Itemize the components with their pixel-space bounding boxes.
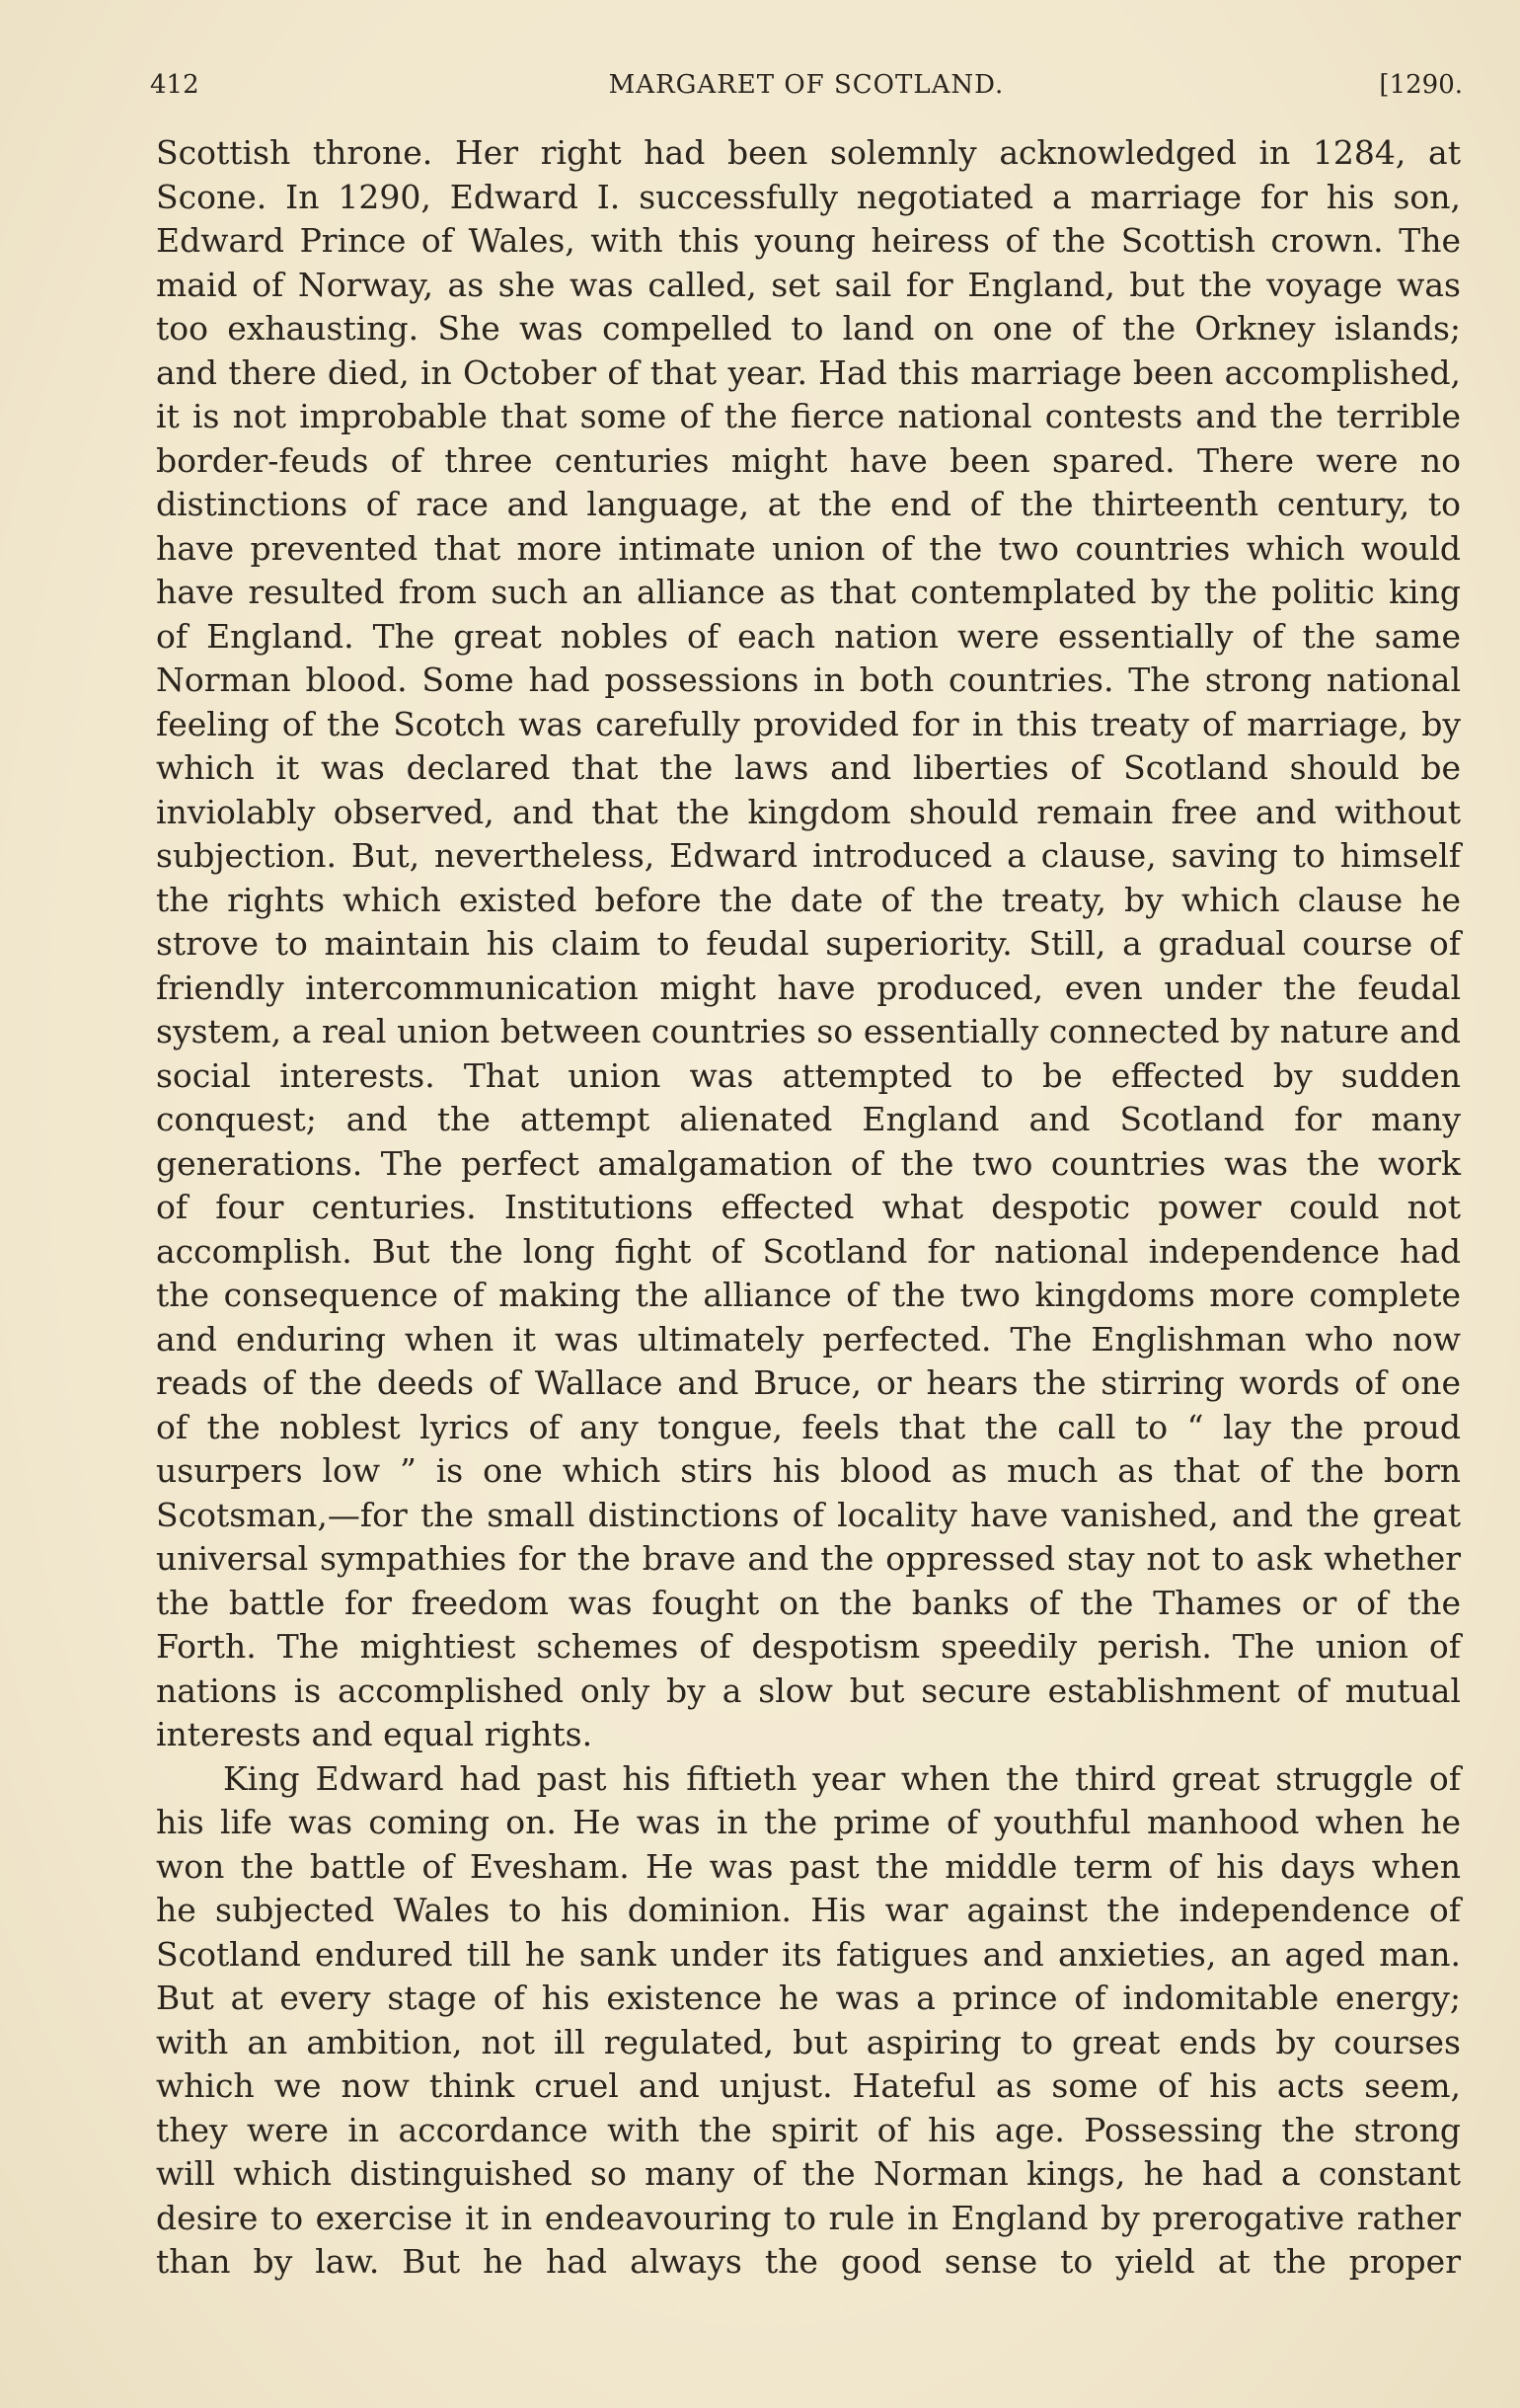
text-line: King Edward had past his fiftieth year when the third great struggle of	[223, 1758, 1461, 1798]
text-line: But at every stage of his existence he was a prince of indomitable energy;	[156, 1979, 1461, 2017]
body-text	[156, 131, 1461, 2285]
paragraph	[156, 131, 1461, 1757]
text-line: have prevented that more intimate union of the two countries which would	[156, 528, 1461, 568]
text-line: Scotsman,—for the small distinctions of locality have vanished, and the great	[156, 1495, 1461, 1534]
running-date: [1290.	[1379, 70, 1463, 100]
text-line: they were in accordance with the spirit of his age. Possessing the strong	[156, 2110, 1461, 2149]
text-line: reads of the deeds of Wallace and Bruce, or hears the stirring words of one	[156, 1363, 1461, 1402]
text-line: usurpers low ” is one which stirs his blood as much as that of the born	[156, 1451, 1461, 1490]
text-line: which it was declared that the laws and liberties of Scotland should be	[156, 748, 1461, 787]
text-line: border-feuds of three centuries might have been spared. There were no	[156, 440, 1461, 480]
text-line: feeling of the Scotch was carefully provided for in this treaty of marriage, by	[156, 704, 1461, 743]
text-line: Scotland endured till he sank under its fatigues and anxieties, an aged man.	[156, 1934, 1461, 1974]
text-line: of the noblest lyrics of any tongue, feels that the call to “ lay the proud	[156, 1407, 1461, 1446]
text-line: maid of Norway, as she was called, set sail for England, but the voyage was	[156, 265, 1461, 304]
running-header	[150, 63, 1463, 107]
text-line: have resulted from such an alliance as that contemplated by the politic king	[156, 573, 1461, 611]
text-line: the battle for freedom was fought on the banks of the Thames or of the	[156, 1583, 1461, 1622]
text-line: the consequence of making the alliance of the two kingdoms more complete	[156, 1276, 1461, 1314]
text-line: and enduring when it was ultimately perfected. The Englishman who now	[156, 1319, 1461, 1359]
text-line: universal sympathies for the brave and the oppressed stay not to ask whether	[156, 1539, 1461, 1578]
text-line: than by law. But he had always the good sense to yield at the proper	[156, 2242, 1461, 2281]
text-line: won the battle of Evesham. He was past the middle term of his days when	[156, 1846, 1461, 1886]
text-line: it is not improbable that some of the fierce national contests and the terrible	[156, 397, 1461, 435]
text-line: system, a real union between countries so essentially connected by nature and	[156, 1012, 1461, 1050]
text-line: strove to maintain his claim to feudal superiority. Still, a gradual course of	[156, 924, 1461, 963]
text-line: Scottish throne. Her right had been solemnly acknowledged in 1284, at	[156, 133, 1461, 172]
text-line: accomplish. But the long fight of Scotland for national independence had	[156, 1231, 1461, 1271]
text-line: inviolably observed, and that the kingdom should remain free and without	[156, 792, 1461, 831]
page-number: 412	[150, 70, 199, 100]
running-title: MARGARET OF SCOTLAND.	[608, 70, 1005, 100]
text-line: Norman blood. Some had possessions in both countries. The strong national	[156, 660, 1461, 699]
text-line: friendly intercommunication might have produced, even under the feudal	[156, 968, 1461, 1007]
text-line: which we now think cruel and unjust. Hateful as some of his acts seem,	[156, 2066, 1461, 2105]
text-line: his life was coming on. He was in the prime of youthful manhood when he	[156, 1803, 1461, 1841]
text-line: with an ambition, not ill regulated, but aspiring to great ends by courses	[156, 2022, 1461, 2061]
text-line: of four centuries. Institutions effected what despotic power could not	[156, 1188, 1461, 1226]
text-line: subjection. But, nevertheless, Edward introduced a clause, saving to himself	[156, 836, 1461, 875]
text-line: too exhausting. She was compelled to land on one of the Orkney islands;	[156, 309, 1461, 348]
text-line: generations. The perfect amalgamation of the two countries was the work	[156, 1143, 1461, 1183]
text-line: distinctions of race and language, at the end of the thirteenth century, to	[156, 485, 1461, 523]
text-line: he subjected Wales to his dominion. His war against the independence of	[156, 1891, 1461, 1929]
text-line: the rights which existed before the date of the treaty, by which clause he	[156, 880, 1461, 919]
text-line: nations is accomplished only by a slow but secure establishment of mutual	[156, 1670, 1461, 1710]
text-line: of England. The great nobles of each nation were essentially of the same	[156, 616, 1461, 656]
text-line: desire to exercise it in endeavouring to rule in England by prerogative rather	[156, 2198, 1461, 2237]
text-line: conquest; and the attempt alienated England and Scotland for many	[156, 1100, 1461, 1138]
text-line: and there died, in October of that year. Had this marriage been accomplished,	[156, 352, 1461, 392]
text-line: social interests. That union was attempted to be effected by sudden	[156, 1055, 1461, 1095]
paragraph	[156, 1757, 1461, 2285]
text-line: will which distinguished so many of the Norman kings, he had a constant	[156, 2154, 1461, 2193]
text-line: Edward Prince of Wales, with this young heiress of the Scottish crown. The	[156, 221, 1461, 260]
text-line: Forth. The mightiest schemes of despotism speedily perish. The union of	[156, 1627, 1461, 1666]
text-line: interests and equal rights.	[156, 1715, 593, 1753]
text-line: Scone. In 1290, Edward I. successfully negotiated a marriage for his son,	[156, 177, 1461, 216]
